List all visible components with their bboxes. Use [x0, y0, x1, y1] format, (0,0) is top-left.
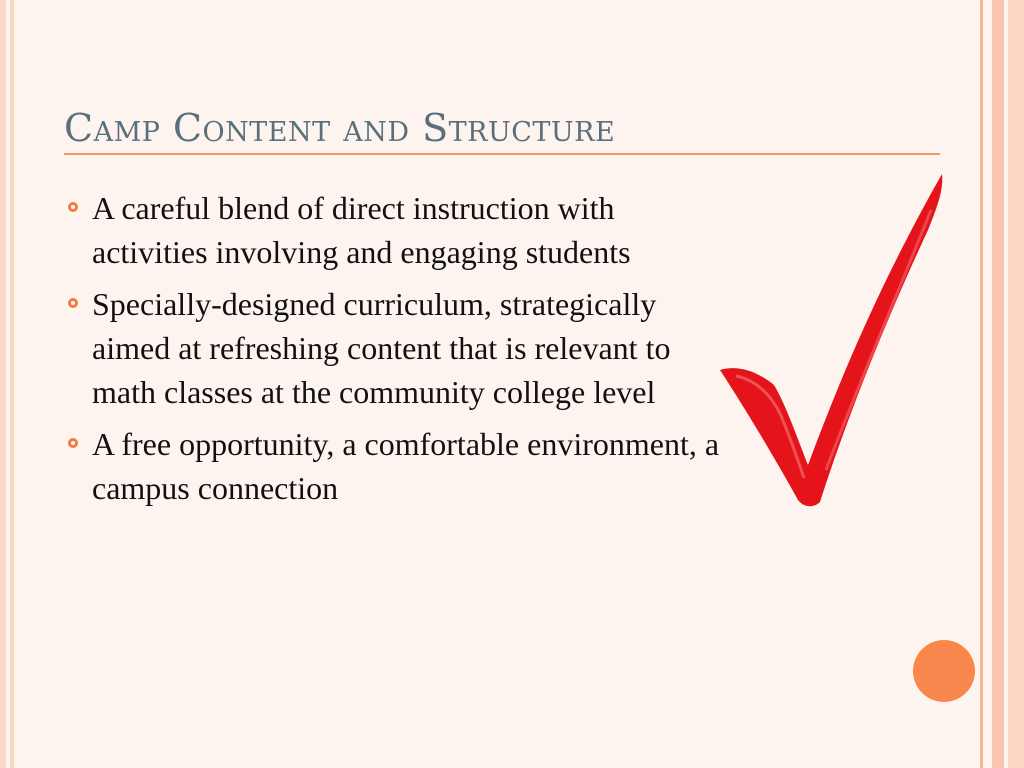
circle-bullet-icon	[68, 298, 78, 308]
bullet-item	[64, 186, 724, 274]
bullet-item	[64, 282, 724, 414]
title-underline	[64, 153, 940, 155]
bullet-text: Specially-designed curriculum, strategically aimed at refreshing content that is relevant to math classes at the community college level	[92, 286, 671, 410]
circle-bullet-icon	[68, 202, 78, 212]
orange-circle	[913, 640, 975, 702]
circle-bullet-icon	[68, 438, 78, 448]
bullet-text: A free opportunity, a comfortable environment, a campus connection	[92, 426, 720, 506]
bullet-text: A careful blend of direct instruction with activities involving and engaging students	[92, 190, 631, 270]
bullet-list	[64, 186, 724, 518]
slide-title: Camp Content and Structure	[64, 106, 616, 150]
left-border	[0, 0, 18, 768]
bullet-item	[64, 422, 724, 510]
right-border-stripes	[978, 0, 1024, 768]
checkmark-icon	[716, 170, 948, 510]
